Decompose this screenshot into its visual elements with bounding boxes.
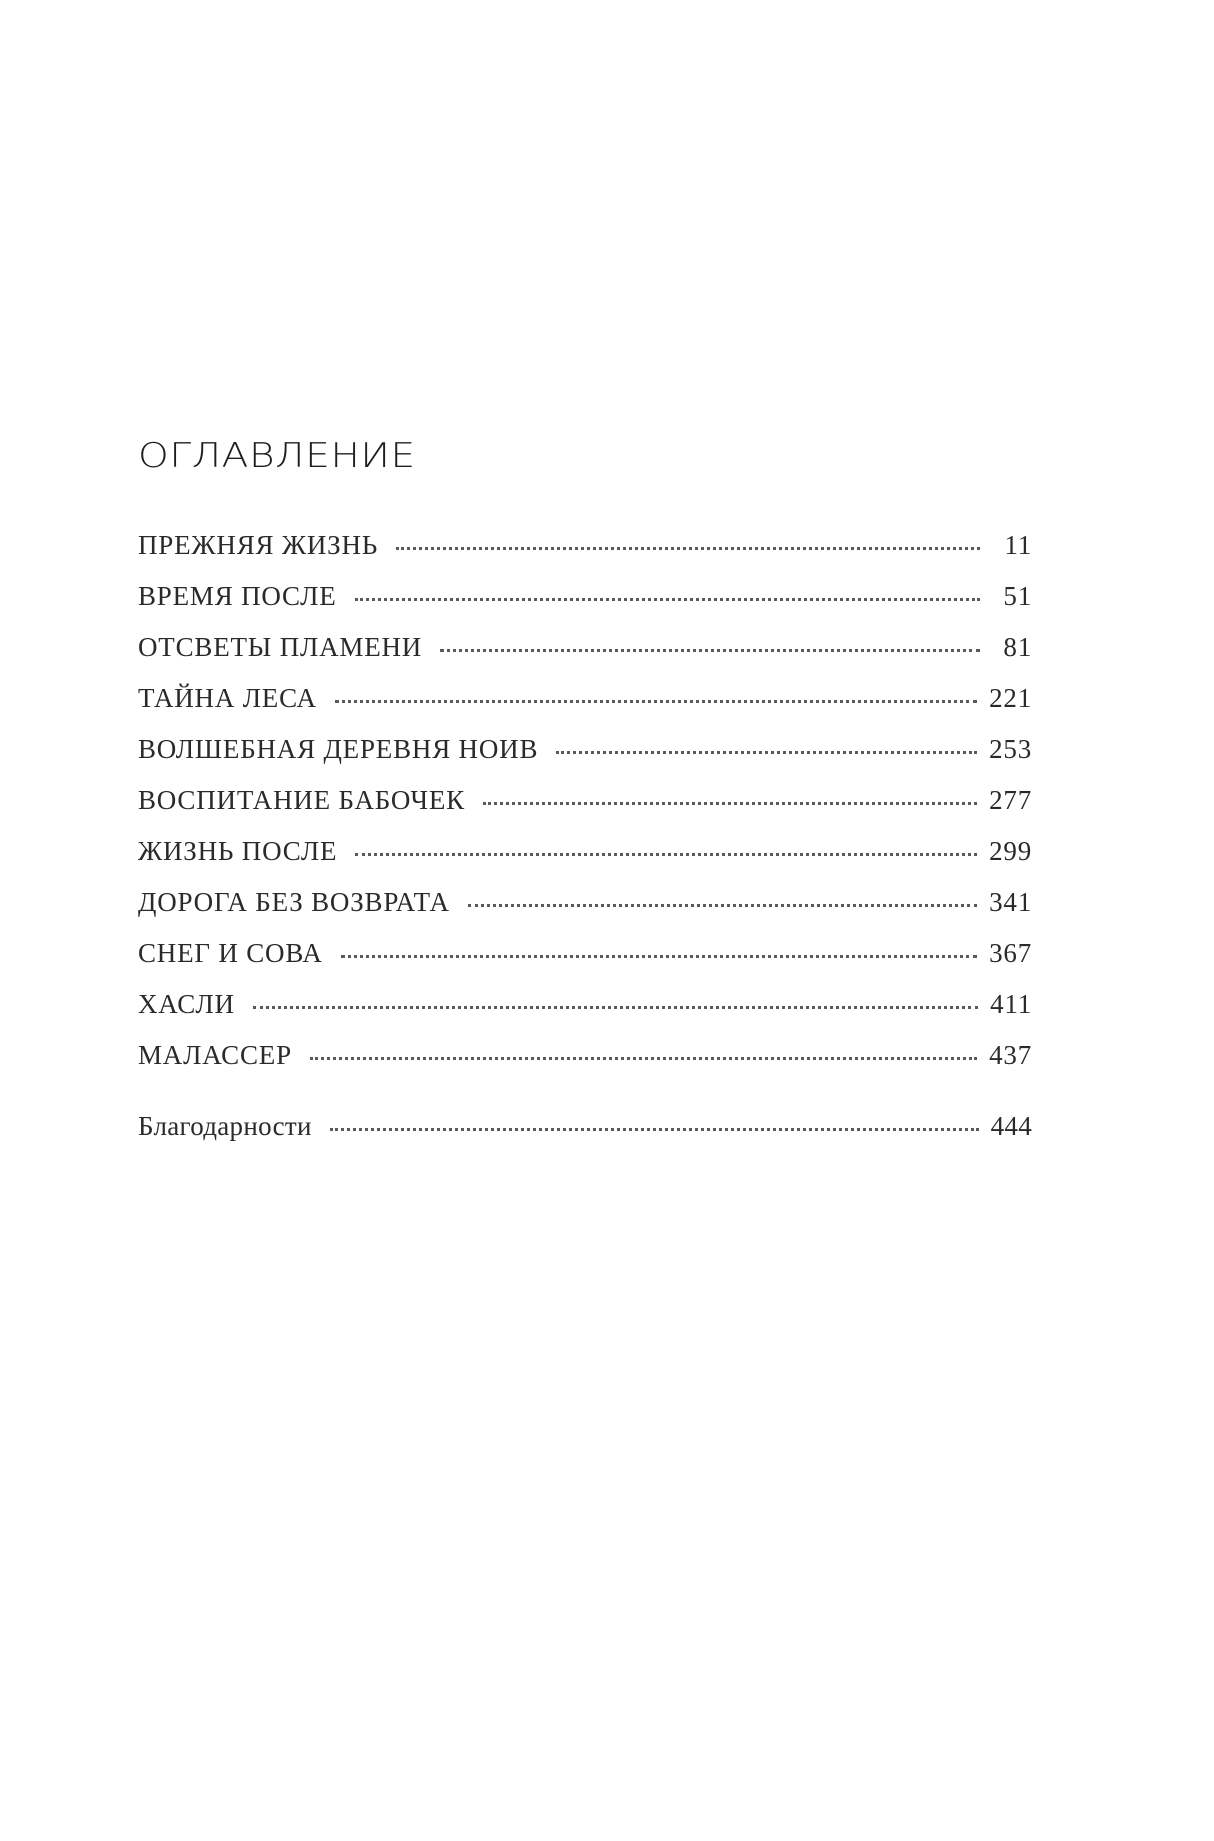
toc-entry-label: ВОСПИТАНИЕ БАБОЧЕК <box>138 785 465 815</box>
toc-entry-label: ХАСЛИ <box>138 989 235 1019</box>
toc-dot-leader <box>468 904 977 907</box>
toc-entry-page: 299 <box>989 836 1032 866</box>
toc-entry-label: СНЕГ И СОВА <box>138 938 323 968</box>
toc-entry-acknowledgements[interactable] <box>138 1111 1032 1162</box>
toc-entry[interactable] <box>138 734 1032 785</box>
toc-entry-label: ЖИЗНЬ ПОСЛЕ <box>138 836 338 866</box>
toc-entry-page: 253 <box>989 734 1032 764</box>
toc-entry[interactable] <box>138 683 1032 734</box>
toc-entry-page: 411 <box>990 989 1032 1019</box>
toc-list <box>138 530 1032 1162</box>
toc-dot-leader <box>341 955 977 958</box>
toc-dot-leader <box>396 547 980 550</box>
toc-dot-leader <box>253 1006 978 1009</box>
toc-entry-label: ПРЕЖНЯЯ ЖИЗНЬ <box>138 530 379 560</box>
toc-entry-page: 341 <box>989 887 1032 917</box>
toc-entry[interactable] <box>138 836 1032 887</box>
toc-entry-label: ВОЛШЕБНАЯ ДЕРЕВНЯ НОИВ <box>138 734 539 764</box>
toc-entry-label: МАЛАССЕР <box>138 1040 292 1070</box>
toc-entry[interactable] <box>138 938 1032 989</box>
toc-entry[interactable] <box>138 632 1032 683</box>
toc-entry-page: 51 <box>1003 581 1032 611</box>
toc-entry[interactable] <box>138 530 1032 581</box>
toc-entry[interactable] <box>138 989 1032 1040</box>
toc-entry[interactable] <box>138 785 1032 836</box>
toc-entry-page: 437 <box>989 1040 1032 1070</box>
toc-dot-leader <box>310 1057 977 1060</box>
toc-entry-label: ТАЙНА ЛЕСА <box>138 683 317 713</box>
toc-entry-label: ВРЕМЯ ПОСЛЕ <box>138 581 337 611</box>
toc-entry-page: 81 <box>1003 632 1032 662</box>
toc-dot-leader <box>355 853 977 856</box>
toc-title: ОГЛАВЛЕНИЕ <box>138 436 416 476</box>
toc-entry-page: 367 <box>989 938 1032 968</box>
toc-entry[interactable] <box>138 1040 1032 1091</box>
toc-dot-leader <box>483 802 977 805</box>
toc-entry[interactable] <box>138 581 1032 632</box>
toc-entry-page: 221 <box>989 683 1032 713</box>
toc-dot-leader <box>335 700 977 703</box>
toc-dot-leader <box>556 751 977 754</box>
toc-entry-label: ОТСВЕТЫ ПЛАМЕНИ <box>138 632 423 662</box>
toc-entry-page: 11 <box>1004 530 1032 560</box>
toc-dot-leader <box>330 1128 979 1131</box>
toc-dot-leader <box>440 649 980 652</box>
toc-entry-page: 444 <box>990 1111 1032 1141</box>
toc-dot-leader <box>355 598 980 601</box>
toc-entry-label: Благодарности <box>138 1111 312 1141</box>
toc-entry-label: ДОРОГА БЕЗ ВОЗВРАТА <box>138 887 450 917</box>
toc-entry[interactable] <box>138 887 1032 938</box>
toc-entry-page: 277 <box>989 785 1032 815</box>
